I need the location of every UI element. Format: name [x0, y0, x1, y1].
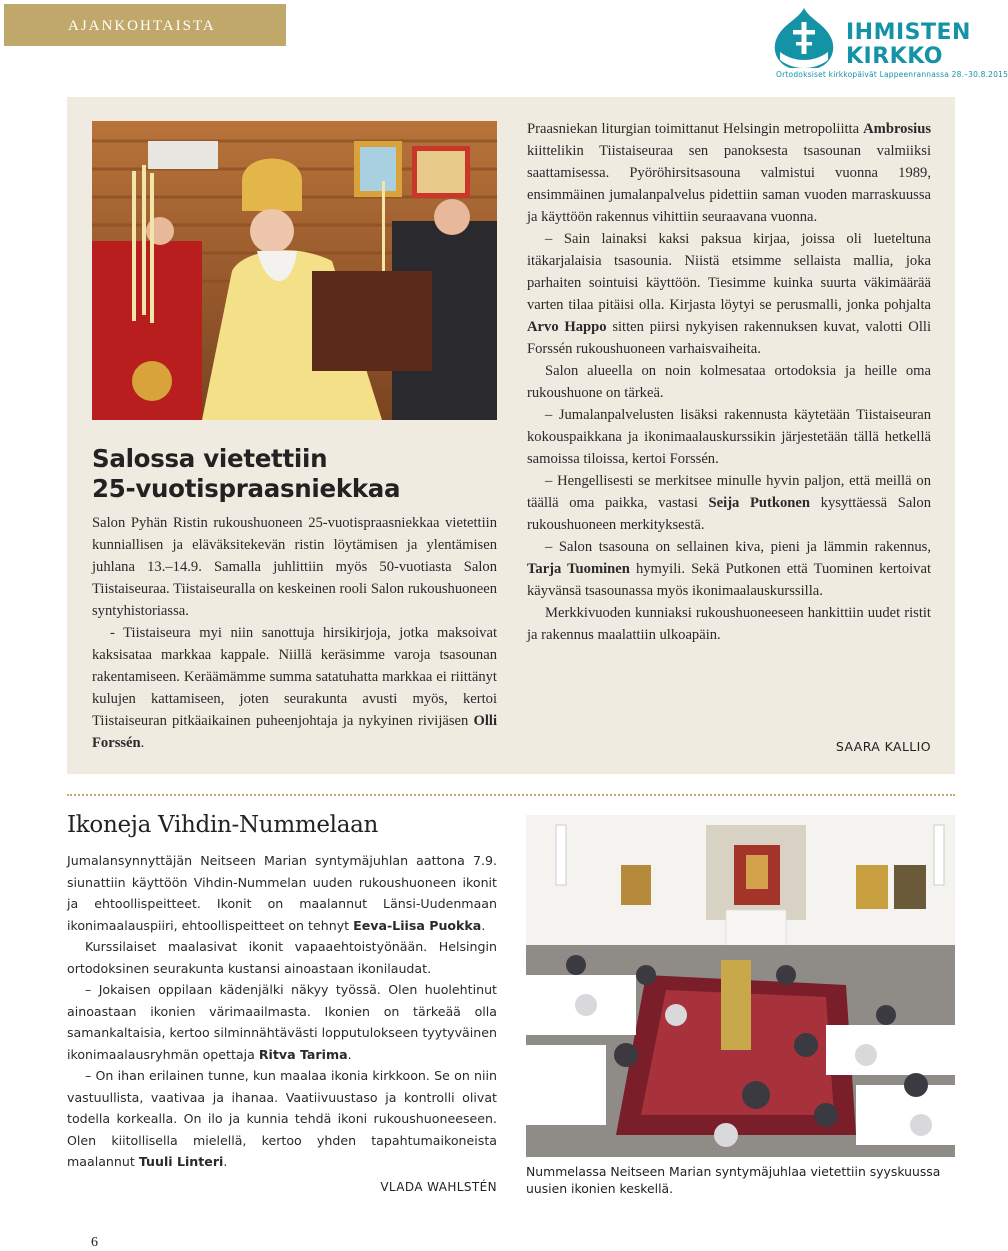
article1-paragraph: Salon Pyhän Ristin rukoushuoneen 25-vuotispraasniekkaa vietettiin kunniallisen ja eläväksitekevän ristin löytämisen ja ylentämisen juhlana 13.–14.9. Samalla juhlittiin myös 50-vuotiasta Salon Tiistaiseuraa. Tiistaiseuralla on keskeinen rooli Salon rukoushuoneen syntyhistoriassa.: [92, 515, 497, 619]
page-number: 6: [91, 1235, 98, 1250]
headline-line2: 25-vuotispraasniekkaa: [92, 474, 401, 503]
bishop-with-candles-photo: [92, 121, 497, 420]
article2-paragraph: Jumalansynnyttäjän Neitseen Marian syntymäjuhlan aattona 7.9. siunattiin käyttöön Vihdin-Nummelan uuden rukoushuoneen ikonit ja ehtoollispeitteet. Ikonit on maalannut Länsi-Uudenmaan ikonimaalauspiiri, ehtoollispeitteet on tehnyt Eeva-Liisa Puokka.: [67, 853, 497, 933]
nummela-prayer-hall-photo: [526, 815, 955, 1157]
article2-paragraph: – Jokaisen oppilaan kädenjälki näkyy työssä. Olen huolehtinut ainoastaan ikonien värimaailmasta. Ikonien on tärkeää olla samankaltaisia, kertoo silminnähtävästi lopputulokseen tyytyväinen ikonimaalausryhmän opettaja Ritva Tarima.: [67, 982, 497, 1062]
article1-paragraph: - Tiistaiseura myi niin sanottuja hirsikirjoja, jotka maksoivat kaksisataa markkaa kappale. Niillä keräsimme varoja tsasounan rakentamiseen. Keräämämme summa satatuhatta markkaa ei riittänyt kulujen kattamiseen, joten seurakunta avusti myös, kertoi Tiistaiseuran pitkäaikainen puheenjohtaja ja nykyinen rivijäsen Olli Forssén.: [92, 625, 497, 751]
logo-line2: KIRKKO: [846, 44, 943, 69]
article1-right-column: [527, 118, 931, 646]
headline-line1: Salossa vietettiin: [92, 444, 328, 473]
article2-paragraph: – On ihan erilainen tunne, kun maalaa ikonia kirkkoon. Se on niin vastuullista, vaativaa ja ihanaa. Vaatiivuustaso ja kontrolli olivat todella korkealla. On ilo ja kunnia tehdä ikoni rukoushuoneeseen. Olen kiitollisella mielellä, kertoo yhden tapahtumaikoneista maalannut Tuuli Linteri.: [67, 1068, 497, 1169]
logo-line1: IHMISTEN: [846, 20, 971, 45]
article1-paragraph: Salon alueella on noin kolmesataa ortodoksia ja heille oma rukoushuone on tärkeä.: [527, 363, 931, 401]
article2-paragraph: Kurssilaiset maalasivat ikonit vapaaehtoistyönään. Helsingin ortodoksinen seurakunta kustansi ainoastaan ikonilaudat.: [67, 939, 497, 976]
logo-tagline: Ortodoksiset kirkkopäivät Lappeenrannassa 28.–30.8.2015: [776, 70, 1008, 79]
article1-paragraph: – Sain lainaksi kaksi paksua kirjaa, joissa oli lueteltuna itäkarjalaisia tsasounia. Niistä etsimme sellaista mallia, joka parhaiten sointuisi käyttöön. Tiesimme kuinka suurta väkimäärää varten tilaa pitäisi olla. Kirjasta löytyi se perusmalli, jonka pohjalta Arvo Happo sitten piirsi nykyisen rakennuksen kuvat, valotti Olli Forssén rukoushuoneen varhaisvaiheita.: [527, 231, 932, 357]
church-dome-hands-icon: [768, 6, 840, 74]
article1-paragraph: – Hengellisesti se merkitsee minulle hyvin paljon, että meillä on täällä oma paikka, vastasi Seija Putkonen kysyttäessä Salon rukoushuoneen merkityksestä.: [527, 473, 932, 533]
article1-paragraph: – Jumalanpalvelusten lisäksi rakennusta käytetään Tiistaiseuran kokouspaikkana ja ikonimaalauskurssikin järjestetään tällä hetkellä samoissa tiloissa, kertoi Forssén.: [527, 407, 931, 467]
article1-paragraph: Merkkivuoden kunniaksi rukoushuoneeseen hankittiin uudet ristit ja rakennus maalattiin ulkoapäin.: [527, 605, 931, 643]
article-headline: [92, 444, 497, 504]
section-tag-label: AJANKOHTAISTA: [68, 18, 216, 34]
article1-paragraph: – Salon tsasouna on sellainen kiva, pieni ja lämmin rakennus, Tarja Tuominen hymyili. Sekä Putkonen että Tuominen kertoivat käyvänsä tsasounassa myös ikonimaalauskurssilla.: [527, 539, 931, 599]
article1-byline: SAARA KALLIO: [835, 739, 931, 754]
dotted-divider: [67, 794, 955, 796]
article2-byline: VLADA WAHLSTÉN: [380, 1180, 497, 1194]
article1-left-column: [92, 512, 497, 754]
article2-title: Ikoneja Vihdin-Nummelaan: [67, 812, 379, 838]
photo-caption: Nummelassa Neitseen Marian syntymäjuhlaa vietettiin syyskuussa uusien ikonien keskellä.: [526, 1164, 941, 1196]
ihmisten-kirkko-logo: [766, 6, 1008, 82]
section-tag: [4, 4, 286, 46]
article2-column: [67, 850, 497, 1173]
article1-paragraph: Praasniekan liturgian toimittanut Helsingin metropoliitta Ambrosius kiittelikin Tiistaiseuraa sen panoksesta tsasounan valmiiksi saattamisessa. Pyöröhirsitsasouna valmistui vuonna 1989, ensimmäinen jumalanpalvelus pidettiin saman vuoden marraskuussa ja käyttöön rakennus vihittiin seuraavana vuonna.: [527, 121, 931, 225]
